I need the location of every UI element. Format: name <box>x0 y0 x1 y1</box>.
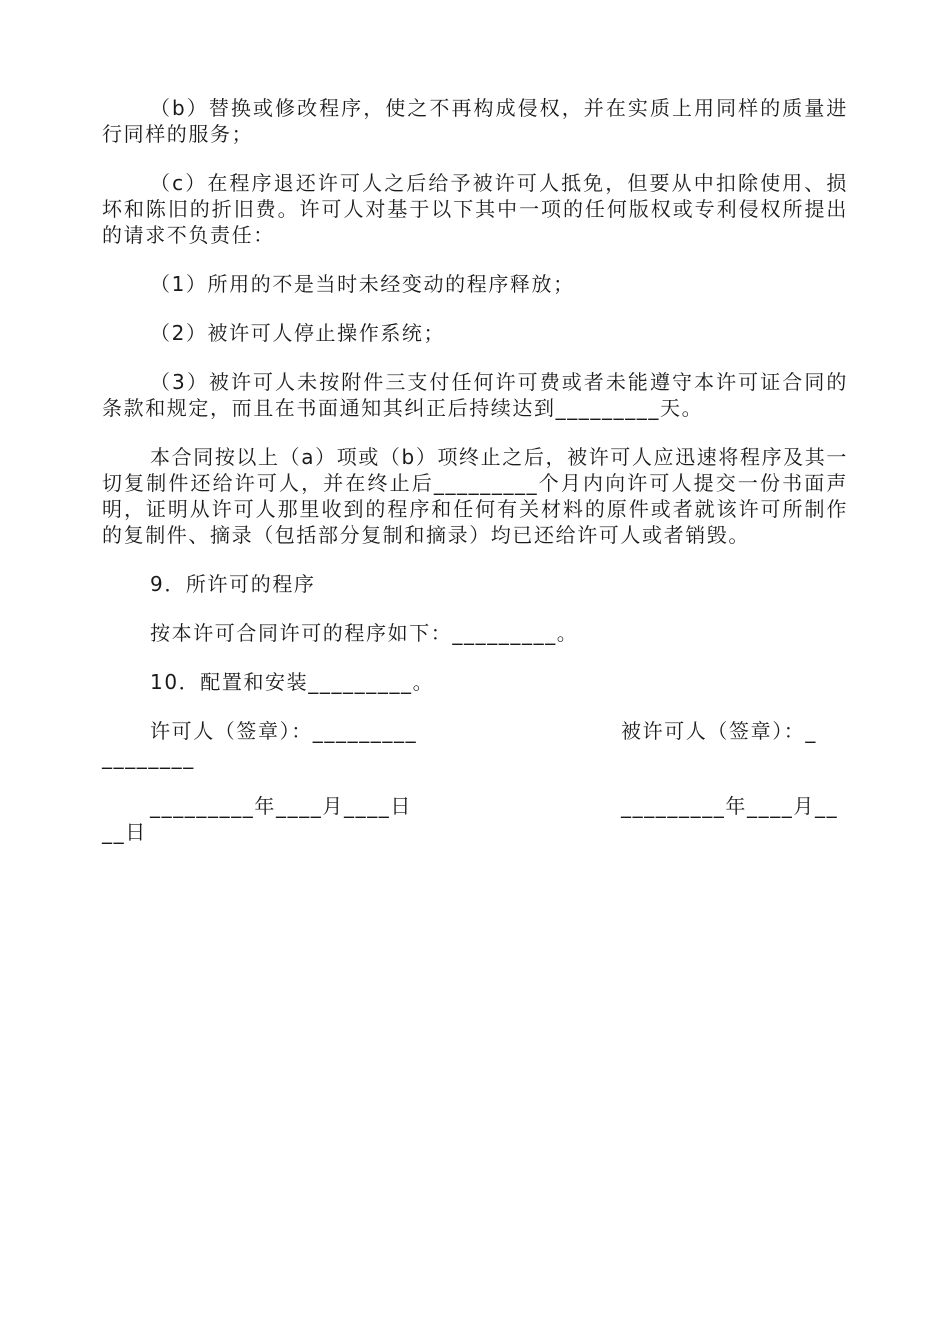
licensee-signature: 被许可人（签章）：_ <box>621 719 817 743</box>
section-10-heading: 10．配置和安装_________。 <box>150 670 435 694</box>
exclusion-item-1: （1）所用的不是当时未经变动的程序释放； <box>150 272 575 296</box>
document-page <box>102 95 848 868</box>
exclusion-item-2: （2）被许可人停止操作系统； <box>150 321 446 345</box>
signature-row <box>102 718 848 744</box>
licensor-date: _________年____月____日 <box>150 794 412 818</box>
licensee-date: _________年____月__ <box>621 794 839 818</box>
clause-b-paragraph: （b）替换或修改程序，使之不再构成侵权，并在实质上用同样的质量进行同样的服务； <box>102 96 848 146</box>
clause-c-paragraph: （c）在程序退还许可人之后给予被许可人抵免，但要从中扣除使用、损坏和陈旧的折旧费。许可人对基于以下其中一项的任何版权或专利侵权所提出的请求不负责任： <box>102 171 848 247</box>
termination-paragraph: 本合同按以上（a）项或（b）项终止之后，被许可人应迅速将程序及其一切复制件还给许可人，并在终止后_________个月内向许可人提交一份书面声明，证明从许可人那里收到的程序和任何有关材料的原件或者就该许可所制作的复制件、摘录（包括部分复制和摘录）均已还给许可人或者销毁。 <box>102 445 848 547</box>
section-9-body: 按本许可合同许可的程序如下：_________。 <box>150 621 579 645</box>
section-9-heading: 9．所许可的程序 <box>150 572 316 596</box>
exclusion-item-3: （3）被许可人未按附件三支付任何许可费或者未能遵守本许可证合同的条款和规定，而且在书面通知其纠正后持续达到_________天。 <box>102 370 848 420</box>
licensee-signature-continuation: ________ <box>102 745 195 769</box>
date-row <box>102 793 848 819</box>
licensee-date-continuation: __日 <box>102 820 147 844</box>
licensor-signature: 许可人（签章）：_________ <box>150 719 418 743</box>
